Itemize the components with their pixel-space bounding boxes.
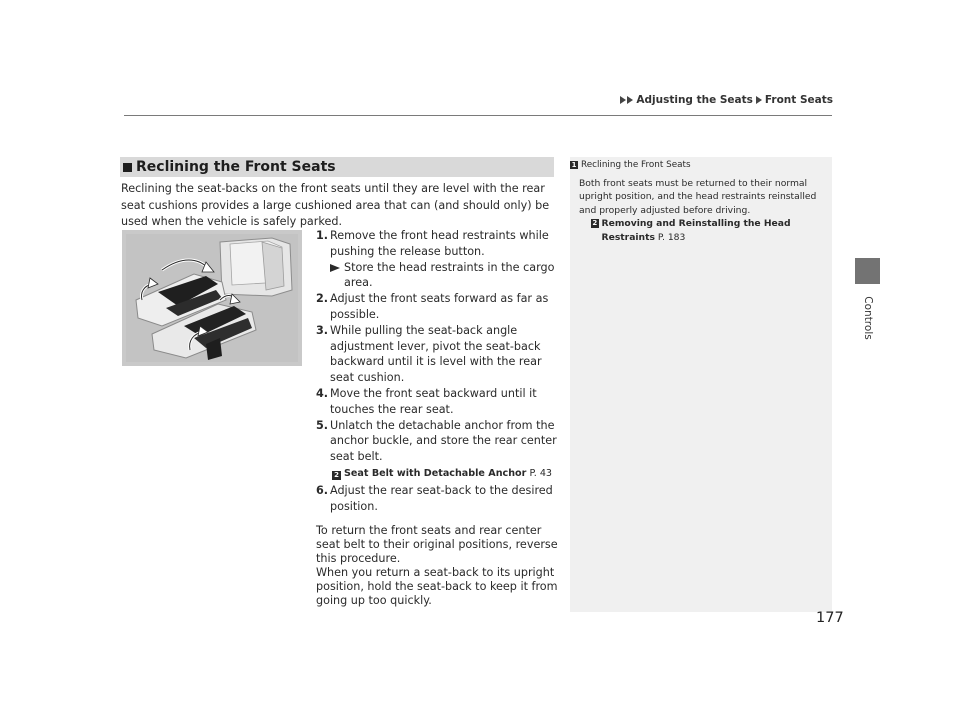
reference-icon: 2 (592, 219, 598, 228)
step-1-substep (330, 260, 566, 292)
side-note-panel (570, 157, 832, 612)
step-1 (316, 228, 566, 291)
chapter-tab-label[interactable]: Controls (862, 296, 874, 340)
step-number: 4. (316, 386, 329, 400)
step-number: 6. (316, 483, 329, 497)
page-number: 177 (816, 610, 844, 626)
header-divider (124, 115, 832, 116)
reference-title[interactable]: Seat Belt with Detachable Anchor (344, 467, 527, 479)
step-number: 3. (316, 323, 329, 337)
step-5 (316, 418, 566, 481)
step-text: While pulling the seat-back angle adjustment lever, pivot the seat-back backward until it is level with the rear seat cushion. (330, 323, 542, 385)
breadcrumb-link-adjusting-seats[interactable]: Adjusting the Seats (636, 94, 753, 106)
intro-paragraph: Reclining the seat-backs on the front seats until they are level with the rear seat cushions provides a large cushioned area that can (and should only) be used when the vehicle is safely parked. (121, 182, 550, 229)
return-procedure-text (316, 524, 566, 608)
step-6 (316, 483, 566, 515)
reference-text (602, 217, 832, 244)
section-title: Reclining the Front Seats (136, 159, 336, 175)
note-icon: 1 (571, 160, 577, 169)
triangle-right-icon (620, 96, 626, 104)
step-number: 5. (316, 418, 329, 432)
step-text: Unlatch the detachable anchor from the anchor buckle, and store the rear center seat belt. (330, 418, 557, 464)
reference-page[interactable]: P. 183 (657, 231, 686, 243)
chapter-tab-marker (855, 258, 880, 284)
rear-seat-shape (220, 238, 292, 296)
step-text: Adjust the rear seat-back to the desired position. (330, 483, 553, 513)
triangle-right-icon (627, 96, 633, 104)
reference-title[interactable]: Removing and Reinstalling the Head Restraints (601, 218, 791, 243)
step-3 (316, 323, 566, 386)
substep-text: Store the head restraints in the cargo area. (344, 260, 555, 290)
cross-reference-head-restraints[interactable] (591, 217, 832, 244)
step-4 (316, 386, 566, 418)
step-number: 1. (316, 229, 329, 242)
step-text: Move the front seat backward until it touches the rear seat. (330, 386, 537, 416)
section-square-icon (123, 163, 132, 172)
step-text: Remove the front head restraints while pushing the release button. (330, 229, 549, 258)
cross-reference-seat-belt[interactable] (332, 466, 566, 481)
arrow-right-icon (330, 260, 344, 292)
note-header (570, 158, 832, 171)
reclined-seats-illustration (122, 230, 302, 366)
triangle-right-icon (756, 96, 762, 104)
step-2 (316, 291, 566, 323)
seat-illustration-svg (122, 230, 302, 366)
breadcrumb (620, 94, 833, 106)
note-title: Reclining the Front Seats (581, 159, 691, 170)
breadcrumb-link-front-seats[interactable]: Front Seats (764, 94, 833, 106)
reference-page[interactable]: P. 43 (529, 467, 553, 479)
step-number: 2. (316, 292, 329, 306)
return-line-2: When you return a seat-back to its upright position, hold the seat-back to keep it from going up too quickly. (316, 566, 558, 607)
steps-list (316, 228, 566, 515)
reference-icon: 2 (332, 471, 341, 480)
step-text: Adjust the front seats forward as far as possible. (330, 292, 549, 321)
note-body: Both front seats must be returned to their normal upright position, and the head restraints reinstalled and properly adjusted before driving. (579, 178, 817, 216)
section-header (120, 157, 554, 177)
return-line-1: To return the front seats and rear center seat belt to their original positions, reverse this procedure. (316, 524, 558, 565)
